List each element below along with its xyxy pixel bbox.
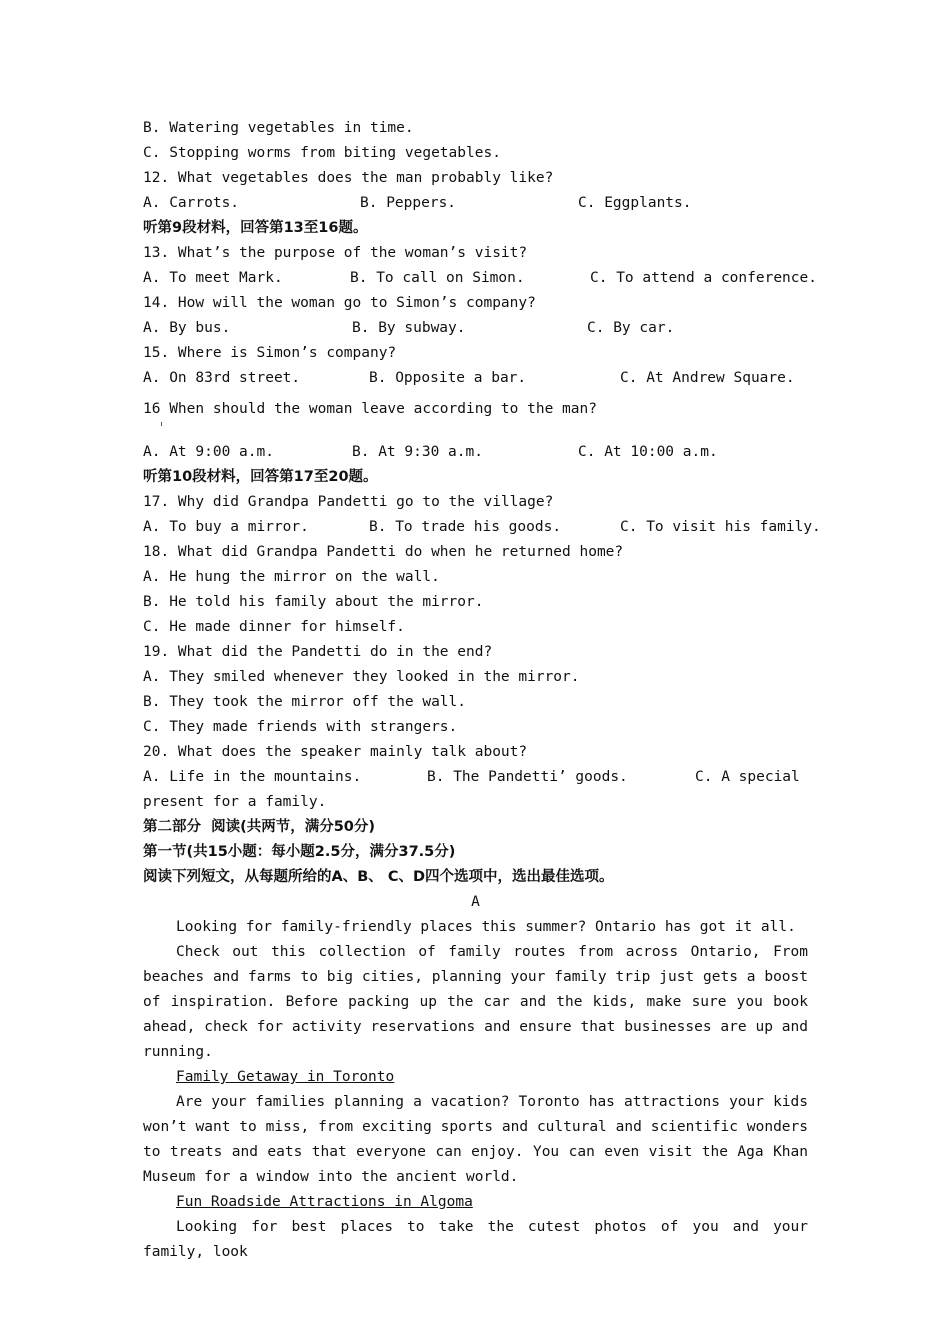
- option-line: B. Watering vegetables in time.: [143, 120, 414, 136]
- option-b: B. To trade his goods.: [369, 519, 562, 535]
- page-content: [143, 116, 821, 1265]
- options-16: [143, 440, 808, 465]
- subheading-toronto: Family Getaway in Toronto: [176, 1069, 395, 1085]
- option-c: C. They made friends with strangers.: [143, 719, 458, 735]
- option-c: C. A special: [695, 769, 800, 785]
- section-heading: 第一节(共15小题：每小题2.5分，满分37.5分): [143, 844, 456, 860]
- option-c: C. At 10:00 a.m.: [578, 444, 718, 460]
- question-18: 18. What did Grandpa Pandetti do when he returned home?: [143, 544, 624, 560]
- option-a: A. To buy a mirror.: [143, 519, 309, 535]
- option-b: B. At 9:30 a.m.: [352, 444, 483, 460]
- option-c: C. By car.: [587, 320, 675, 336]
- option-c: C. Eggplants.: [578, 195, 692, 211]
- option-b: B. They took the mirror off the wall.: [143, 694, 467, 710]
- option-a: A. They smiled whenever they looked in the mirror.: [143, 669, 580, 685]
- option-c: C. To attend a conference.: [590, 270, 817, 286]
- option-b: B. By subway.: [352, 320, 466, 336]
- options-20: [143, 765, 808, 790]
- option-b: B. Peppers.: [360, 195, 457, 211]
- option-b: B. To call on Simon.: [350, 270, 525, 286]
- options-15: [143, 366, 808, 391]
- question-12: 12. What vegetables does the man probably like?: [143, 170, 554, 186]
- question-17: 17. Why did Grandpa Pandetti go to the village?: [143, 494, 554, 510]
- option-b: B. The Pandetti’ goods.: [427, 769, 628, 785]
- option-c: C. At Andrew Square.: [620, 370, 795, 386]
- option-a: A. By bus.: [143, 320, 231, 336]
- stray-mark: [143, 422, 808, 434]
- options-12: [143, 191, 808, 216]
- option-c: C. He made dinner for himself.: [143, 619, 405, 635]
- option-c-continued: present for a family.: [143, 794, 327, 810]
- instructions: 阅读下列短文，从每题所给的A、B、 C、D四个选项中，选出最佳选项。: [143, 869, 614, 885]
- option-a: A. Carrots.: [143, 195, 240, 211]
- paragraph-algoma: Looking for best places to take the cutest photos of you and your family, look: [143, 1219, 808, 1260]
- option-a: A. To meet Mark.: [143, 270, 283, 286]
- option-a: A. At 9:00 a.m.: [143, 444, 274, 460]
- question-20: 20. What does the speaker mainly talk about?: [143, 744, 528, 760]
- question-15: 15. Where is Simon’s company?: [143, 345, 397, 361]
- subheading-algoma: Fun Roadside Attractions in Algoma: [176, 1194, 473, 1210]
- option-a: A. On 83rd street.: [143, 370, 301, 386]
- question-16: 16 When should the woman leave according to the man?: [143, 401, 597, 417]
- passage-label: A: [471, 894, 480, 910]
- option-b: B. Opposite a bar.: [369, 370, 527, 386]
- option-line: C. Stopping worms from biting vegetables.: [143, 145, 501, 161]
- section-heading-10: 听第10段材料，回答第17至20题。: [143, 469, 378, 485]
- options-14: [143, 316, 808, 341]
- question-19: 19. What did the Pandetti do in the end?: [143, 644, 493, 660]
- paragraph-routes: Check out this collection of family routes from across Ontario, From beaches and farms to big cities, planning your family trip just gets a boost of inspiration. Before packing up the car and the kids, make sure you book ahead, check for activity reservations and ensure that businesses are up and running.: [143, 944, 808, 1060]
- question-13: 13. What’s the purpose of the woman’s visit?: [143, 245, 528, 261]
- question-14: 14. How will the woman go to Simon’s company?: [143, 295, 536, 311]
- option-c: C. To visit his family.: [620, 519, 821, 535]
- part-heading: 第二部分 阅读(共两节，满分50分): [143, 819, 376, 835]
- paragraph-toronto: Are your families planning a vacation? Toronto has attractions your kids won’t want to miss, from exciting sports and cultural and scientific wonders to treats and eats that everyone can enjoy. You can even visit the Aga Khan Museum for a window into the ancient world.: [143, 1094, 808, 1185]
- options-13: [143, 266, 817, 291]
- option-a: A. Life in the mountains.: [143, 769, 362, 785]
- section-heading-9: 听第9段材料，回答第13至16题。: [143, 220, 368, 236]
- option-a: A. He hung the mirror on the wall.: [143, 569, 440, 585]
- option-b: B. He told his family about the mirror.: [143, 594, 484, 610]
- paragraph-intro: Looking for family-friendly places this summer? Ontario has got it all.: [176, 919, 796, 935]
- options-17: [143, 515, 821, 540]
